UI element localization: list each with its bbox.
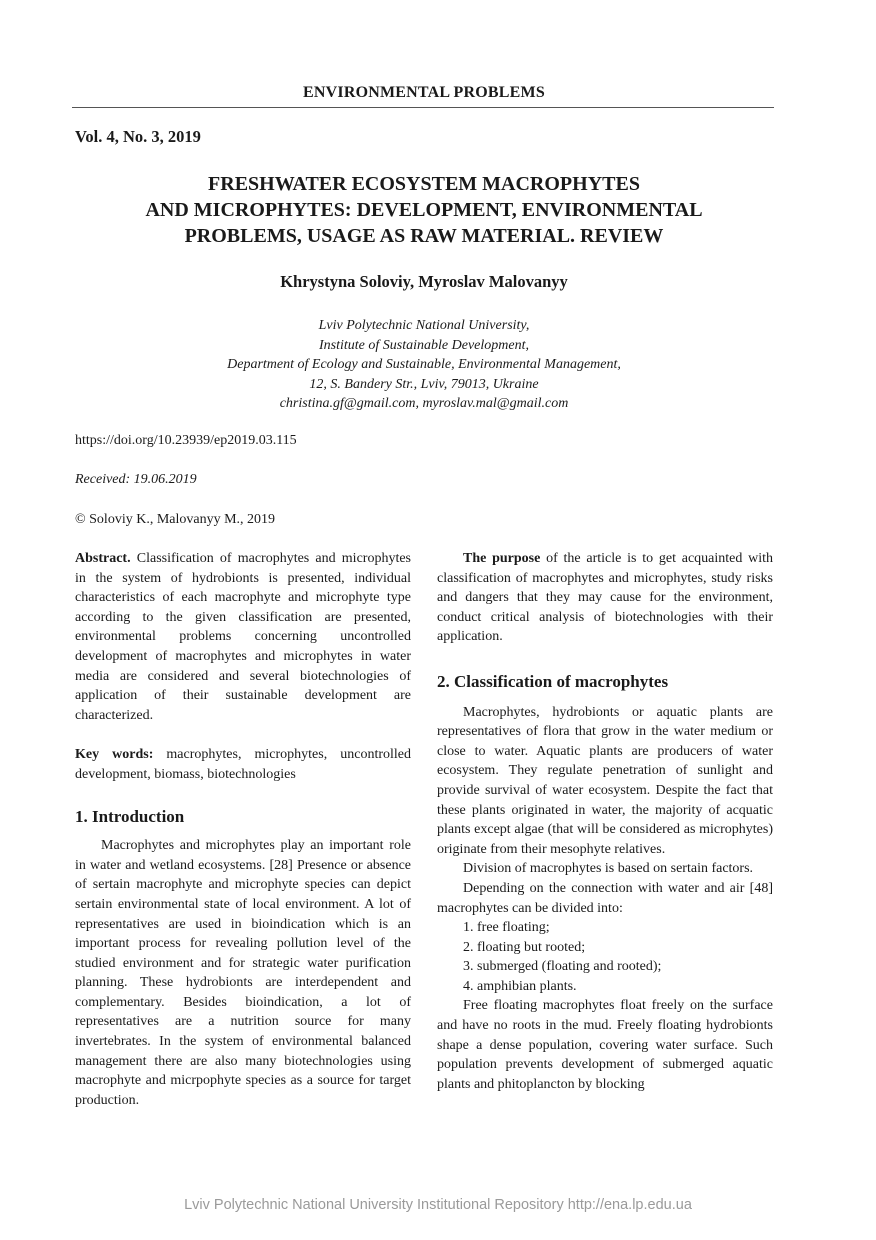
title-line: FRESHWATER ECOSYSTEM MACROPHYTES — [208, 173, 640, 195]
authors: Khrystyna Soloviy, Myroslav Malovanyy — [280, 272, 568, 291]
classification-paragraph: Division of macrophytes is based on sertain factors. — [463, 861, 754, 877]
article-title — [74, 171, 774, 249]
author-emails[interactable]: christina.gf@gmail.com, myroslav.mal@gmail.com — [279, 396, 569, 411]
abstract-label: Abstract. — [75, 551, 131, 566]
volume-issue: Vol. 4, No. 3, 2019 — [75, 127, 201, 146]
right-column — [437, 549, 773, 1094]
title-line: AND MICROPHYTES: DEVELOPMENT, ENVIRONMENTAL — [145, 199, 703, 221]
list-item: 3. submerged (floating and rooted); — [463, 959, 662, 975]
affiliation-line: Department of Ecology and Sustainable, Environmental Management, — [227, 357, 621, 372]
introduction-paragraph: Macrophytes and microphytes play an important role in water and wetland ecosystems. [28] Presence or absence of sertain macrophyte and microphyte species can depict sertain environmental state of local environment. A lot of representatives are used in bioindication which is an important process for revealing pollution level of the studied environment and for strategic water purification planning. These hydrobionts are interdependent and complementary. Besides bioindication, a lot of representatives are a nutrition source for many invertebrates. In the system of environmental balanced management there are also many biotechnologies using macrophyte and micrpophyte species as a source for target production. — [75, 838, 411, 1108]
affiliation-line: 12, S. Bandery Str., Lviv, 79013, Ukraine — [309, 376, 539, 392]
copyright: © Soloviy K., Malovanyy M., 2019 — [75, 512, 276, 527]
abstract-text: Classification of macrophytes and microphytes in the system of hydrobionts is presented, individual characteristics of each macrophyte and microphyte type according to the given classification are presented, environmental problems concerning uncontrolled development of macrophytes and microphytes in water media are considered and several biotechnologies of application of their sustainable development are characterized. — [75, 551, 411, 723]
list-item: 2. floating but rooted; — [463, 939, 586, 955]
abstract — [75, 549, 411, 725]
affiliation-line: Institute of Sustainable Development, — [319, 337, 529, 353]
keywords-text: macrophytes, microphytes, uncontrolled development, biomass, biotechnologies — [75, 747, 412, 782]
affiliation — [74, 316, 774, 414]
doi-link[interactable]: https://doi.org/10.23939/ep2019.03.115 — [75, 433, 297, 448]
section-heading-classification: 2. Classification of macrophytes — [437, 671, 669, 691]
list-item: 4. amphibian plants. — [463, 978, 577, 994]
received-date: Received: 19.06.2019 — [75, 472, 197, 487]
purpose-label: The purpose — [463, 551, 541, 566]
classification-paragraph: Free floating macrophytes float freely on the surface and have no roots in the mud. Freely floating hydrobionts shape a dense population, covering water surface. Such population prevents development of submerged aquatic plants and phitoplancton by blocking — [437, 998, 773, 1092]
keywords-label: Key words: — [75, 747, 154, 763]
purpose-text: of the article is to get acquainted with classification of macrophytes and microphytes, study risks and dangers that they may cause for the environment, conduct critical analysis of biotechnologies with their application. — [437, 551, 774, 645]
section-heading-introduction: 1. Introduction — [75, 806, 185, 826]
keywords — [75, 745, 411, 784]
header-divider — [72, 107, 774, 108]
title-line: PROBLEMS, USAGE AS RAW MATERIAL. REVIEW — [184, 225, 664, 247]
classification-paragraph: Depending on the connection with water and air [48] macrophytes can be divided into: — [437, 880, 773, 916]
classification-paragraph: Macrophytes, hydrobionts or aquatic plants are representatives of flora that grow in the water medium or close to water. Aquatic plants are producers of water ecosystem. They regulate penetration of sunlight and provide survival of water ecosystem. Despite the fact that these plants originated in water, the majority of acquatic plants except algae (that will be considered as microphytes) originate from their mesophyte relatives. — [437, 704, 773, 857]
purpose-paragraph — [437, 549, 773, 647]
list-item: 1. free floating; — [463, 920, 550, 936]
journal-name: ENVIRONMENTAL PROBLEMS — [303, 84, 545, 101]
repository-footer[interactable]: Lviv Polytechnic National University Institutional Repository http://ena.lp.edu.ua — [184, 1197, 692, 1213]
left-column — [75, 549, 411, 1110]
affiliation-line: Lviv Polytechnic National University, — [318, 318, 530, 333]
